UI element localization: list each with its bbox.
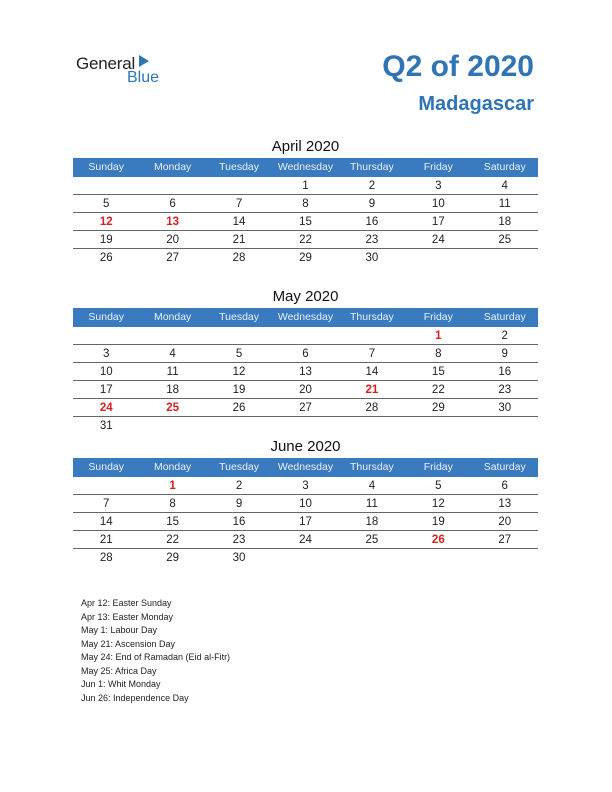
day-cell (206, 177, 272, 194)
weekday-label: Sunday (88, 461, 125, 473)
day-cell: 7 (235, 198, 243, 210)
weekday-label: Monday (153, 311, 192, 323)
week-row (73, 345, 538, 363)
holiday-list (81, 597, 230, 705)
day-cell: 8 (302, 198, 309, 210)
week-row (73, 495, 538, 513)
day-cell: 9 (368, 198, 376, 210)
day-cell: 26 (232, 402, 246, 414)
day-cell: 19 (232, 384, 246, 396)
holiday-entry: Apr 12: Easter Sunday (81, 598, 172, 608)
weekday-label: Saturday (483, 161, 526, 173)
week-row (73, 249, 538, 266)
holiday-entry: Apr 13: Easter Monday (81, 611, 174, 622)
day-cell: 12 (431, 498, 445, 510)
holiday-day-cell: 24 (99, 402, 113, 414)
day-cell: 17 (431, 216, 445, 228)
weekday-label: Wednesday (277, 161, 334, 173)
day-cell: 29 (299, 252, 312, 264)
day-cell: 20 (299, 384, 312, 396)
day-cell: 20 (166, 234, 180, 246)
day-cell: 17 (99, 384, 113, 396)
day-cell: 6 (169, 198, 176, 210)
holiday-day-cell: 13 (166, 216, 180, 228)
day-cell: 16 (365, 216, 379, 228)
month-title: June 2020 (270, 438, 341, 455)
week-row (73, 399, 538, 417)
day-cell: 8 (169, 498, 176, 510)
week-row (73, 477, 538, 495)
holiday-entry: May 21: Ascension Day (81, 638, 176, 649)
holiday-day-cell: 25 (166, 402, 180, 414)
day-cell: 23 (498, 384, 512, 396)
day-cell: 9 (235, 498, 243, 510)
day-cell: 2 (368, 180, 376, 192)
day-cell: 29 (166, 552, 180, 564)
day-cell: 16 (232, 516, 246, 528)
page-title: Q2 of 2020 (382, 50, 534, 83)
day-cell (139, 327, 205, 344)
day-cell: 5 (235, 348, 243, 360)
holiday-day-cell: 1 (435, 330, 442, 342)
day-cell: 30 (232, 552, 246, 564)
week-row (73, 513, 538, 531)
day-cell: 26 (99, 252, 113, 264)
holiday-entry: May 24: End of Ramadan (Eid al-Fitr) (81, 652, 231, 662)
holiday-day-cell: 1 (169, 480, 176, 492)
day-cell: 21 (232, 234, 246, 246)
day-cell: 6 (302, 348, 309, 360)
day-cell (73, 477, 139, 494)
day-cell: 11 (365, 498, 378, 510)
day-cell: 3 (103, 348, 110, 360)
day-cell: 23 (232, 534, 246, 546)
week-row (73, 231, 538, 249)
day-cell: 11 (166, 366, 179, 378)
day-cell: 28 (365, 402, 379, 414)
day-cell: 7 (103, 498, 110, 510)
weekday-label: Friday (423, 161, 453, 173)
day-cell: 3 (302, 480, 309, 492)
weekday-label: Thursday (350, 461, 394, 473)
day-cell (139, 177, 205, 194)
day-cell (272, 327, 338, 344)
holiday-entry: Jun 1: Whit Monday (81, 679, 161, 689)
day-cell: 19 (99, 234, 113, 246)
country-name: Madagascar (418, 93, 534, 115)
weekday-label: Friday (423, 461, 453, 473)
month-title: May 2020 (272, 288, 339, 305)
day-cell: 11 (498, 198, 511, 210)
week-row (73, 177, 538, 195)
day-cell: 29 (431, 402, 445, 414)
day-cell: 27 (299, 402, 312, 414)
day-cell: 18 (365, 516, 379, 528)
day-cell: 12 (232, 366, 246, 378)
weekday-label: Friday (423, 311, 453, 323)
day-cell: 1 (302, 180, 309, 192)
weekday-label: Tuesday (219, 161, 259, 173)
weekday-label: Wednesday (277, 461, 334, 473)
day-cell: 24 (299, 534, 312, 546)
day-cell: 13 (498, 498, 512, 510)
day-cell: 6 (501, 480, 508, 492)
day-cell: 14 (99, 516, 113, 528)
day-cell: 28 (232, 252, 246, 264)
day-cell: 5 (103, 198, 110, 210)
week-row (73, 195, 538, 213)
week-row (73, 531, 538, 549)
day-cell: 10 (431, 198, 445, 210)
day-cell: 14 (232, 216, 246, 228)
weekday-header-row (73, 158, 538, 177)
day-cell: 22 (431, 384, 445, 396)
holiday-entry: May 25: Africa Day (81, 665, 157, 676)
weekday-label: Wednesday (277, 311, 334, 323)
day-cell: 9 (501, 348, 508, 360)
week-row (73, 213, 538, 231)
day-cell: 30 (498, 402, 512, 414)
logo-text-general: General (76, 54, 136, 73)
day-cell (272, 417, 338, 434)
day-cell: 27 (498, 534, 512, 546)
weekday-label: Saturday (483, 311, 526, 323)
month-calendar-june (73, 436, 538, 566)
weekday-label: Tuesday (219, 461, 259, 473)
day-cell: 20 (498, 516, 512, 528)
day-cell: 18 (498, 216, 512, 228)
weekday-header-row (73, 308, 538, 327)
weekday-label: Sunday (88, 161, 125, 173)
logo-flag-icon (139, 55, 149, 67)
day-cell: 25 (498, 234, 512, 246)
day-cell (339, 549, 405, 566)
week-row (73, 549, 538, 566)
month-title: April 2020 (271, 138, 340, 155)
week-row (73, 363, 538, 381)
week-row (73, 417, 538, 434)
day-cell (272, 549, 338, 566)
day-cell: 16 (498, 366, 512, 378)
day-cell (472, 249, 538, 266)
day-cell: 28 (99, 552, 113, 564)
weekday-header-row (73, 458, 538, 477)
day-cell: 19 (431, 516, 445, 528)
holiday-entry: Jun 26: Independence Day (81, 692, 189, 703)
holiday-day-cell: 12 (99, 216, 113, 228)
day-cell: 17 (299, 516, 312, 528)
week-row (73, 381, 538, 399)
day-cell: 13 (299, 366, 312, 378)
day-cell: 15 (166, 516, 180, 528)
day-cell: 10 (299, 498, 312, 510)
month-calendar-may (73, 286, 538, 434)
day-cell: 15 (299, 216, 312, 228)
day-cell: 8 (435, 348, 442, 360)
day-cell: 22 (299, 234, 312, 246)
holiday-entry: May 1: Labour Day (81, 625, 158, 635)
day-cell: 10 (99, 366, 113, 378)
weekday-label: Monday (153, 461, 192, 473)
weekday-label: Monday (153, 161, 192, 173)
day-cell (339, 417, 405, 434)
day-cell: 18 (166, 384, 180, 396)
day-cell: 4 (368, 480, 376, 492)
day-cell: 3 (435, 180, 442, 192)
day-cell: 25 (365, 534, 379, 546)
day-cell: 5 (435, 480, 442, 492)
day-cell (405, 249, 471, 266)
day-cell: 7 (368, 348, 376, 360)
day-cell (472, 549, 538, 566)
day-cell: 31 (99, 420, 113, 432)
day-cell: 4 (169, 348, 176, 360)
day-cell: 14 (365, 366, 379, 378)
day-cell (206, 417, 272, 434)
holiday-day-cell: 21 (365, 384, 379, 396)
day-cell (472, 417, 538, 434)
weekday-label: Sunday (88, 311, 125, 323)
day-cell (73, 177, 139, 194)
day-cell: 22 (166, 534, 180, 546)
day-cell: 23 (365, 234, 379, 246)
day-cell (139, 417, 205, 434)
weekday-label: Saturday (483, 461, 526, 473)
day-cell: 27 (166, 252, 180, 264)
weekday-label: Thursday (350, 161, 394, 173)
logo-text-blue: Blue (127, 69, 160, 86)
day-cell (73, 327, 139, 344)
day-cell: 21 (99, 534, 113, 546)
day-cell (339, 327, 405, 344)
day-cell: 15 (431, 366, 445, 378)
day-cell (405, 549, 471, 566)
day-cell: 2 (501, 330, 508, 342)
day-cell: 4 (501, 180, 508, 192)
day-cell: 30 (365, 252, 379, 264)
weekday-label: Thursday (350, 311, 394, 323)
day-cell: 2 (235, 480, 243, 492)
day-cell (405, 417, 471, 434)
month-calendar-april (73, 136, 538, 266)
day-cell: 24 (431, 234, 445, 246)
week-row (73, 327, 538, 345)
weekday-label: Tuesday (219, 311, 259, 323)
holiday-day-cell: 26 (431, 534, 445, 546)
day-cell (206, 327, 272, 344)
